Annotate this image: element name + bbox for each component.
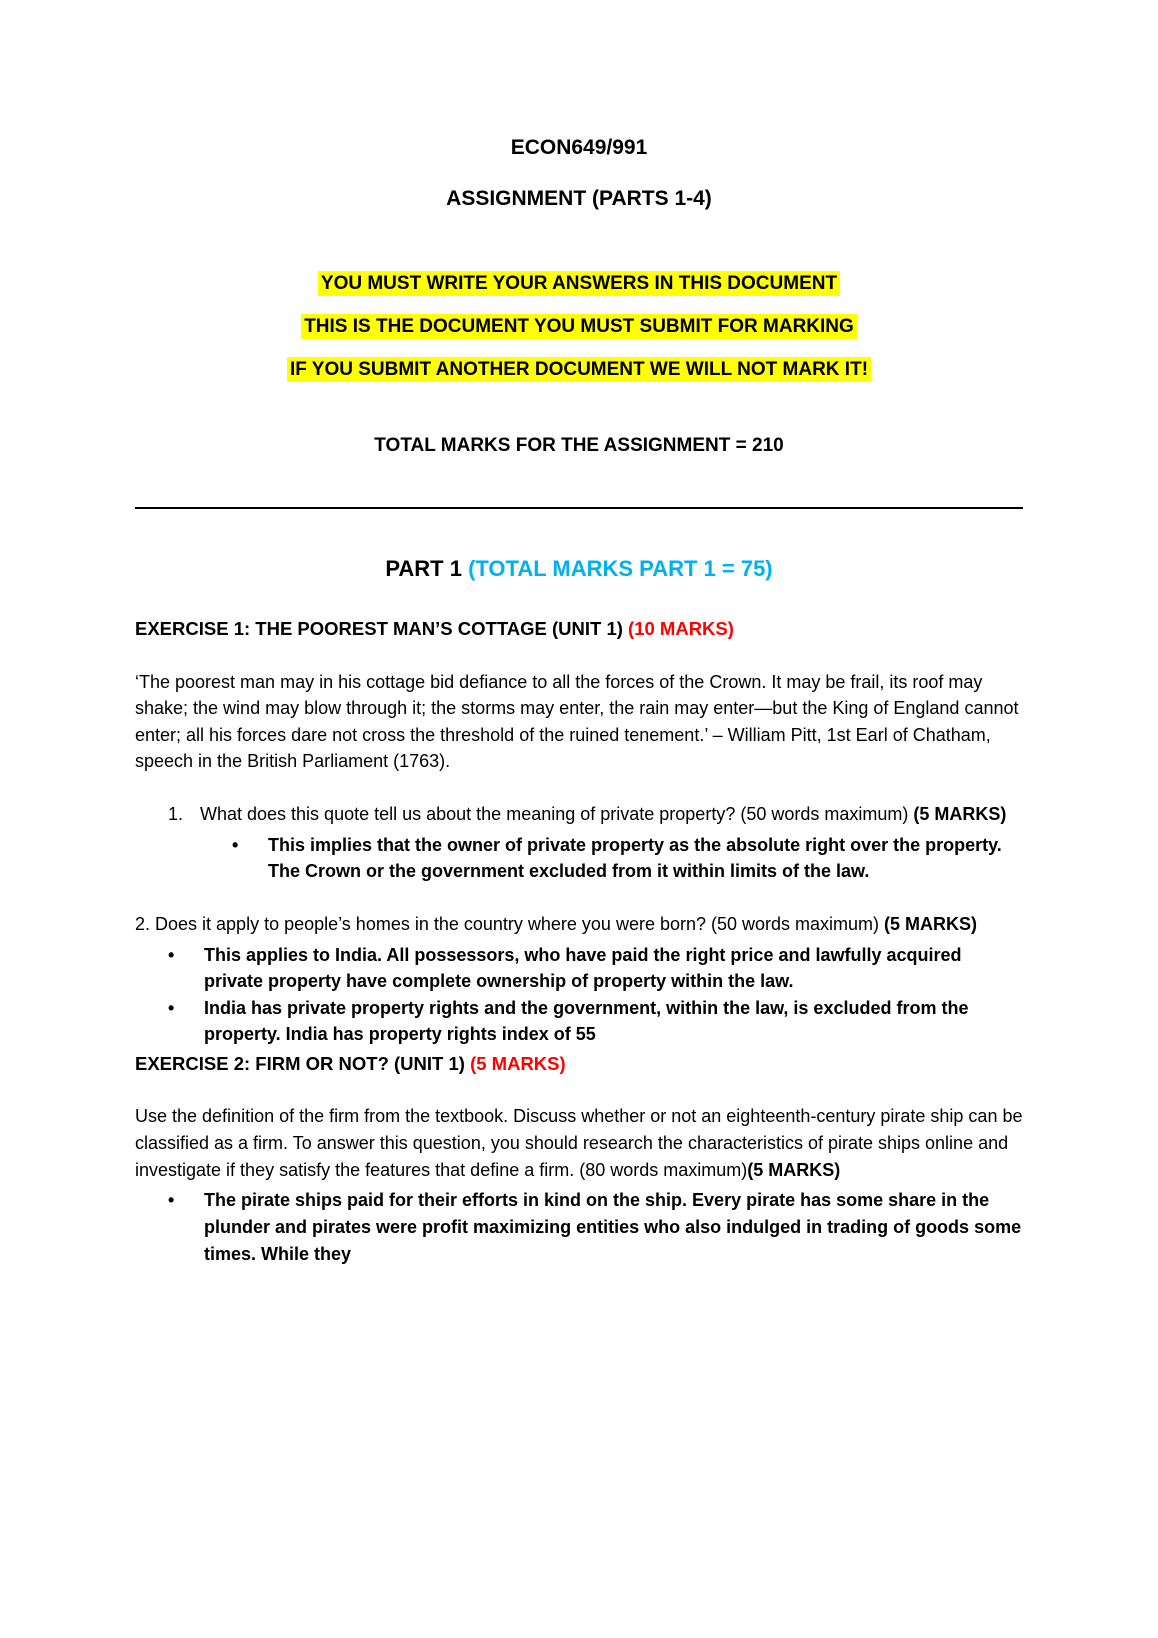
exercise2-heading-label: EXERCISE 2: FIRM OR NOT? (UNIT 1) [135, 1053, 471, 1075]
bullet-icon: • [168, 997, 175, 1018]
doc-title: ECON649/991 [510, 136, 648, 159]
question-1 [135, 801, 1023, 828]
answer-q1-text: This implies that the owner of private property as the absolute right over the property. The Crown or the government excluded from it within limits of the law. [268, 834, 1002, 882]
answer-q2-text-1: This applies to India. All possessors, who have paid the right price and lawfully acquired private property have complete ownership of property within the law. [204, 944, 962, 992]
exercise1-quote-paragraph: ‘The poorest man may in his cottage bid defiance to all the forces of the Crown. It may be frail, its roof may shake; the wind may blow through it; the storms may enter, the rain may enter—but the King of England cannot enter; all his forces dare not cross the threshold of the ruined tenement.’ – William Pitt, 1st Earl of Chatham, speech in the British Parliament (1763). [135, 671, 1019, 772]
warning-highlight-3: IF YOU SUBMIT ANOTHER DOCUMENT WE WILL NOT MARK IT! [287, 357, 871, 382]
warning-line [135, 313, 1023, 341]
exercise2-body-text: Use the definition of the firm from the textbook. Discuss whether or not an eighteenth-century pirate ship can be classified as a firm. To answer this question, you should research the characteristics of pirate ships online and investigate if they satisfy the features that define a firm. (80 words maximum) [135, 1106, 1023, 1180]
bullet-icon: • [168, 944, 175, 965]
question-1-text: What does this quote tell us about the meaning of private property? (50 words maximum) [200, 804, 914, 825]
question-1-body [200, 801, 1023, 828]
part1-heading-label: PART 1 [385, 555, 469, 581]
bullet-icon: • [168, 1190, 175, 1211]
part1-heading-marks: (TOTAL MARKS PART 1 = 75) [468, 555, 773, 581]
question-1-marks: (5 MARKS) [913, 804, 1007, 825]
answer-q2-bullet-1 [135, 942, 1023, 995]
answer-q2-bullet-2 [135, 995, 1023, 1048]
bullet-icon: • [232, 834, 239, 855]
answer-exercise2-text: The pirate ships paid for their efforts in kind on the ship. Every pirate has some share in the plunder and pirates were profit maximizing entities who also indulged in trading of goods some times. While they [204, 1190, 1022, 1264]
answer-q2-text-2: India has private property rights and the government, within the law, is excluded from the property. India has property rights index of 55 [204, 997, 969, 1045]
part1-heading [135, 553, 1023, 586]
total-marks-line: TOTAL MARKS FOR THE ASSIGNMENT = 210 [374, 435, 784, 457]
exercise1-heading [135, 615, 1023, 642]
horizontal-divider [135, 507, 1023, 509]
warning-line [135, 270, 1023, 298]
exercise2-body-marks: (5 MARKS) [747, 1159, 841, 1180]
question-2-text: 2. Does it apply to people’s homes in the country where you were born? (50 words maximum) [135, 913, 885, 934]
warning-highlight-2: THIS IS THE DOCUMENT YOU MUST SUBMIT FOR MARKING [301, 314, 857, 339]
warning-line [135, 356, 1023, 384]
question-1-number: 1. [168, 804, 184, 825]
exercise1-heading-label: EXERCISE 1: THE POOREST MAN’S COTTAGE (UNIT 1) [135, 618, 629, 640]
exercise2-body-paragraph [135, 1103, 1023, 1183]
answer-q1-bullet [135, 832, 1023, 885]
exercise2-heading [135, 1050, 1023, 1077]
answer-exercise2-bullet [135, 1187, 1023, 1267]
exercise2-marks-badge: (5 MARKS) [470, 1053, 566, 1075]
question-2-marks: (5 MARKS) [884, 913, 978, 934]
warning-highlight-1: YOU MUST WRITE YOUR ANSWERS IN THIS DOCUMENT [318, 271, 840, 296]
question-2 [135, 911, 1023, 938]
exercise1-marks-badge: (10 MARKS) [628, 618, 734, 640]
warnings-block [135, 270, 1023, 384]
doc-subtitle: ASSIGNMENT (PARTS 1-4) [446, 187, 712, 211]
